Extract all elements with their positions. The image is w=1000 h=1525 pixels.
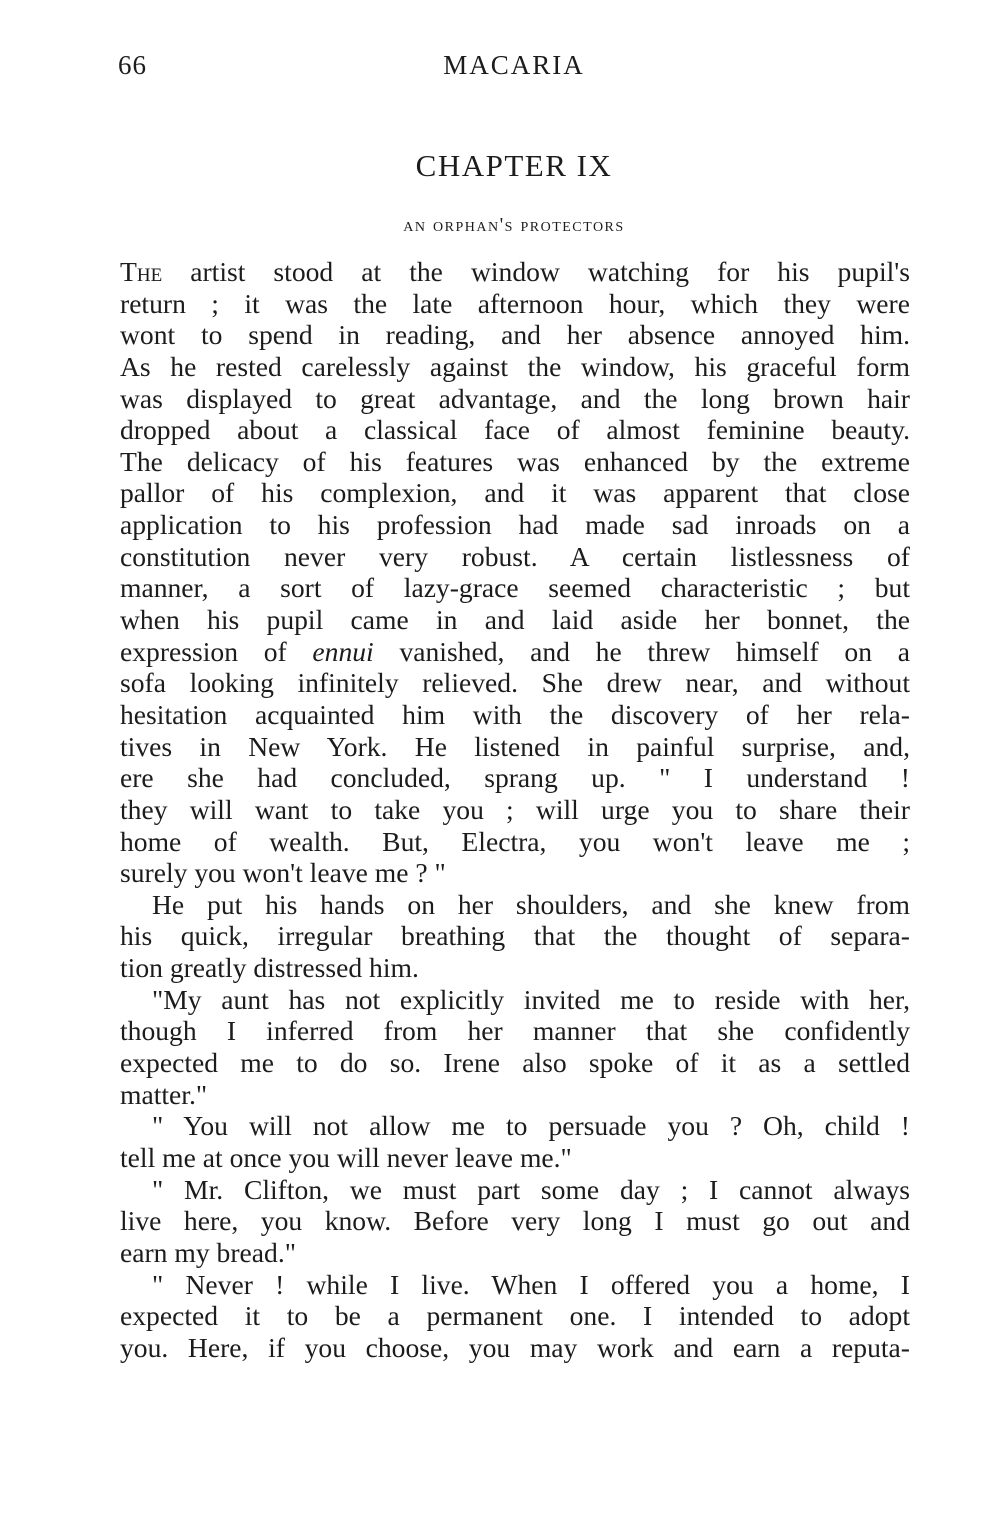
text-line: earn my bread." [120, 1236, 296, 1268]
text-line: application to his profession had made sad inroads on a [120, 509, 910, 541]
text-line: tell me at once you will never leave me." [120, 1141, 572, 1173]
text-line: manner, a sort of lazy-grace seemed characteristic ; but [120, 572, 910, 604]
body-text [120, 256, 910, 1363]
chapter-subtitle: an orphan's protectors [403, 214, 625, 236]
text-line: " You will not allow me to persuade you ? Oh, child ! [152, 1110, 910, 1142]
text-fragment: expression of [120, 635, 313, 667]
text-line: expected me to do so. Irene also spoke of it as a settled [120, 1047, 910, 1079]
text-line: home of wealth. But, Electra, you won't leave me ; [120, 825, 910, 857]
text-line: dropped about a classical face of almost feminine beauty. [120, 414, 910, 446]
text-line: " Never ! while I live. When I offered you a home, I [152, 1268, 910, 1300]
text-line: his quick, irregular breathing that the thought of separa- [120, 920, 910, 952]
italic-word: ennui [312, 635, 374, 667]
text-line: expected it to be a permanent one. I intended to adopt [120, 1300, 910, 1332]
text-line: pallor of his complexion, and it was apparent that close [120, 477, 910, 509]
text-line: wont to spend in reading, and her absence annoyed him. [120, 319, 910, 351]
text-line: you. Here, if you choose, you may work and earn a reputa- [120, 1331, 910, 1363]
text-line: As he rested carelessly against the window, his graceful form [120, 350, 910, 382]
text-line: matter." [120, 1078, 208, 1110]
drop-word: The [120, 256, 163, 287]
text-line: "My aunt has not explicitly invited me to reside with her, [152, 983, 910, 1015]
text-line: was displayed to great advantage, and the long brown hair [120, 382, 910, 414]
running-title: MACARIA [443, 50, 585, 80]
text-line-rest: artist stood at the window watching for his pupil's [162, 256, 910, 287]
text-line: return ; it was the late afternoon hour, which they were [120, 287, 910, 319]
text-line: surely you won't leave me ? " [120, 857, 446, 889]
text-line [120, 256, 910, 288]
text-line: though I inferred from her manner that she confidently [120, 1015, 910, 1047]
text-line: hesitation acquainted him with the discovery of her rela- [120, 698, 910, 730]
text-line: when his pupil came in and laid aside her bonnet, the [120, 604, 910, 636]
text-line [120, 636, 910, 668]
text-line: " Mr. Clifton, we must part some day ; I cannot always [152, 1173, 910, 1205]
text-line: The delicacy of his features was enhanced by the extreme [120, 445, 910, 477]
page-number: 66 [118, 50, 147, 80]
text-line: tion greatly distressed him. [120, 952, 419, 984]
chapter-title: CHAPTER IX [415, 148, 613, 183]
text-line: live here, you know. Before very long I must go out and [120, 1205, 910, 1237]
text-line: they will want to take you ; will urge you to share their [120, 793, 910, 825]
text-line: sofa looking infinitely relieved. She drew near, and without [120, 667, 910, 699]
text-line: He put his hands on her shoulders, and she knew from [152, 888, 910, 920]
text-line: tives in New York. He listened in painful surprise, and, [120, 730, 910, 762]
page-header [118, 50, 910, 90]
text-fragment: vanished, and he threw himself on a [373, 635, 910, 667]
text-line: constitution never very robust. A certain listlessness of [120, 540, 910, 572]
text-line: ere she had concluded, sprang up. " I understand ! [120, 762, 910, 794]
